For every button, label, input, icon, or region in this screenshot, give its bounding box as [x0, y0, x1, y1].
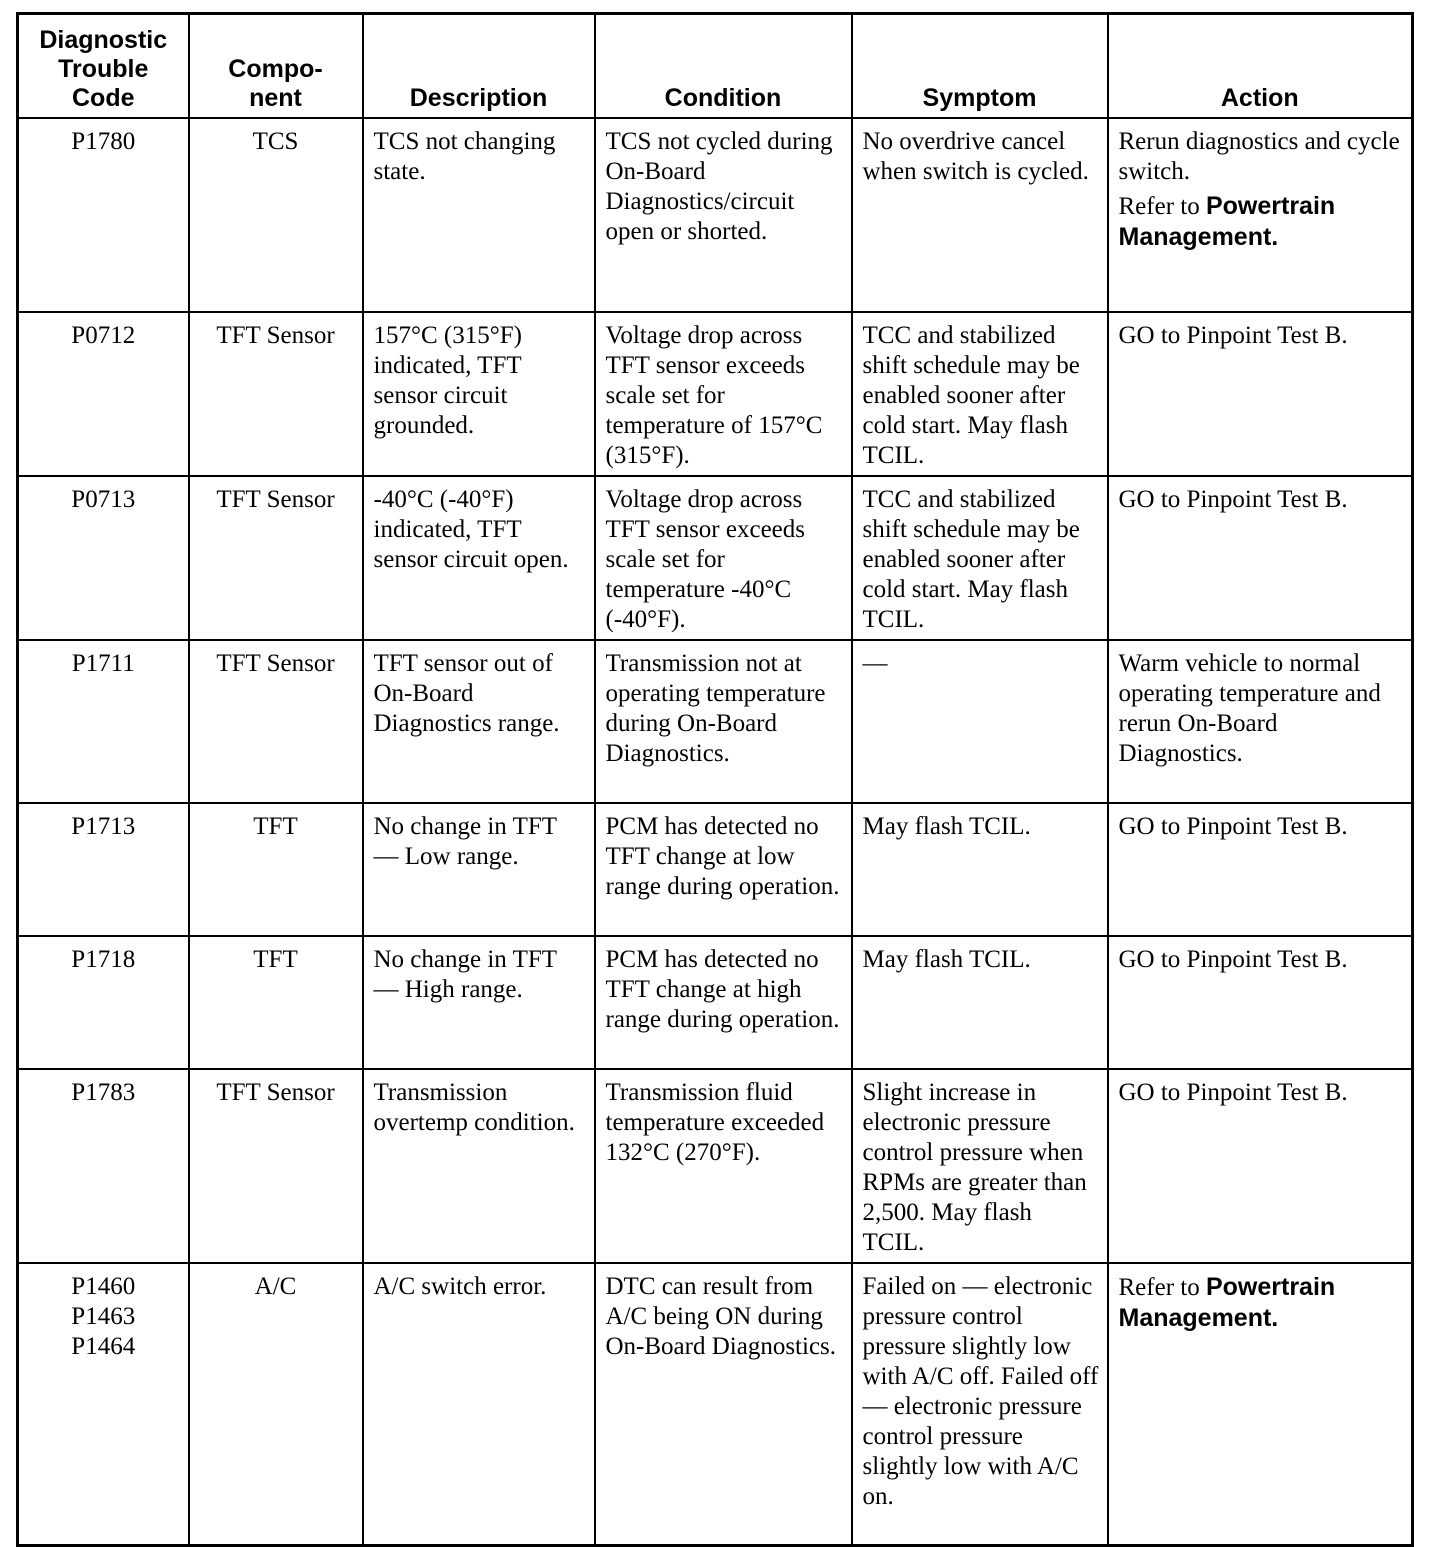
- code-cell: P0713: [18, 476, 189, 640]
- symptom-cell: TCC and stabilized shift schedule may be enabled sooner after cold start. May flash TCIL.: [852, 476, 1108, 640]
- header-symptom: Symptom: [852, 14, 1108, 119]
- code-cell: P1718: [18, 936, 189, 1069]
- action-cell: GO to Pinpoint Test B.: [1108, 1069, 1413, 1263]
- symptom-cell: Slight increase in electronic pressure control pressure when RPMs are greater than 2,500. May flash TCIL.: [852, 1069, 1108, 1263]
- symptom-cell: May flash TCIL.: [852, 936, 1108, 1069]
- action-reference: Refer to Powertrain Management.: [1118, 192, 1336, 251]
- description-cell: -40°C (-40°F) indicated, TFT sensor circuit open.: [363, 476, 595, 640]
- component-cell: TFT Sensor: [189, 1069, 363, 1263]
- action-cell: Warm vehicle to normal operating temperature and rerun On-Board Diagnostics.: [1108, 640, 1413, 803]
- action-cell: [1108, 118, 1413, 312]
- condition-cell: DTC can result from A/C being ON during On-Board Diagnostics.: [595, 1263, 852, 1546]
- dtc-table: [16, 12, 1414, 1547]
- symptom-cell: —: [852, 640, 1108, 803]
- condition-cell: Transmission not at operating temperature during On-Board Diagnostics.: [595, 640, 852, 803]
- table-row: [18, 1263, 1413, 1546]
- condition-cell: PCM has detected no TFT change at low range during operation.: [595, 803, 852, 936]
- table-row: [18, 476, 1413, 640]
- table-row: [18, 312, 1413, 476]
- component-cell: TFT: [189, 936, 363, 1069]
- component-cell: TFT Sensor: [189, 312, 363, 476]
- code-cell: P1711: [18, 640, 189, 803]
- condition-cell: TCS not cycled during On-Board Diagnostics/circuit open or shorted.: [595, 118, 852, 312]
- table-row: [18, 640, 1413, 803]
- component-cell: TFT Sensor: [189, 640, 363, 803]
- code-cell: P1780: [18, 118, 189, 312]
- description-cell: 157°C (315°F) indicated, TFT sensor circuit grounded.: [363, 312, 595, 476]
- symptom-cell: No overdrive cancel when switch is cycled.: [852, 118, 1108, 312]
- symptom-cell: Failed on — electronic pressure control pressure slightly low with A/C off. Failed off — electronic pressure control pressure slightly low with A/C on.: [852, 1263, 1108, 1546]
- component-cell: TFT: [189, 803, 363, 936]
- action-cell: [1108, 1263, 1413, 1546]
- header-diagnostic-trouble-code: Diagnostic Trouble Code: [18, 14, 189, 119]
- description-cell: TCS not changing state.: [363, 118, 595, 312]
- action-cell: GO to Pinpoint Test B.: [1108, 936, 1413, 1069]
- component-cell: TCS: [189, 118, 363, 312]
- action-text: Rerun diagnostics and cycle switch.: [1118, 128, 1400, 185]
- component-cell: TFT Sensor: [189, 476, 363, 640]
- action-cell: GO to Pinpoint Test B.: [1108, 312, 1413, 476]
- code-cell: P0712: [18, 312, 189, 476]
- description-cell: A/C switch error.: [363, 1263, 595, 1546]
- condition-cell: PCM has detected no TFT change at high range during operation.: [595, 936, 852, 1069]
- table-row: [18, 936, 1413, 1069]
- powertrain-management-reference: Powertrain Management.: [1118, 1273, 1336, 1332]
- header-condition: Condition: [595, 14, 852, 119]
- powertrain-management-reference: Powertrain Management.: [1118, 192, 1336, 251]
- symptom-cell: May flash TCIL.: [852, 803, 1108, 936]
- code-cell: P1460 P1463 P1464: [18, 1263, 189, 1546]
- condition-cell: Voltage drop across TFT sensor exceeds scale set for temperature of 157°C (315°F).: [595, 312, 852, 476]
- action-cell: GO to Pinpoint Test B.: [1108, 803, 1413, 936]
- header-description: Description: [363, 14, 595, 119]
- header-action: Action: [1108, 14, 1413, 119]
- symptom-cell: TCC and stabilized shift schedule may be enabled sooner after cold start. May flash TCIL.: [852, 312, 1108, 476]
- description-cell: Transmission overtemp condition.: [363, 1069, 595, 1263]
- action-reference: Refer to Powertrain Management.: [1118, 1273, 1336, 1332]
- code-cell: P1783: [18, 1069, 189, 1263]
- component-cell: A/C: [189, 1263, 363, 1546]
- action-cell: GO to Pinpoint Test B.: [1108, 476, 1413, 640]
- description-cell: TFT sensor out of On-Board Diagnostics range.: [363, 640, 595, 803]
- condition-cell: Transmission fluid temperature exceeded 132°C (270°F).: [595, 1069, 852, 1263]
- description-cell: No change in TFT — High range.: [363, 936, 595, 1069]
- header-row: [18, 14, 1413, 119]
- table-row: [18, 1069, 1413, 1263]
- header-component: Compo- nent: [189, 14, 363, 119]
- table-row: [18, 118, 1413, 312]
- condition-cell: Voltage drop across TFT sensor exceeds scale set for temperature -40°C (-40°F).: [595, 476, 852, 640]
- code-cell: P1713: [18, 803, 189, 936]
- table-row: [18, 803, 1413, 936]
- description-cell: No change in TFT — Low range.: [363, 803, 595, 936]
